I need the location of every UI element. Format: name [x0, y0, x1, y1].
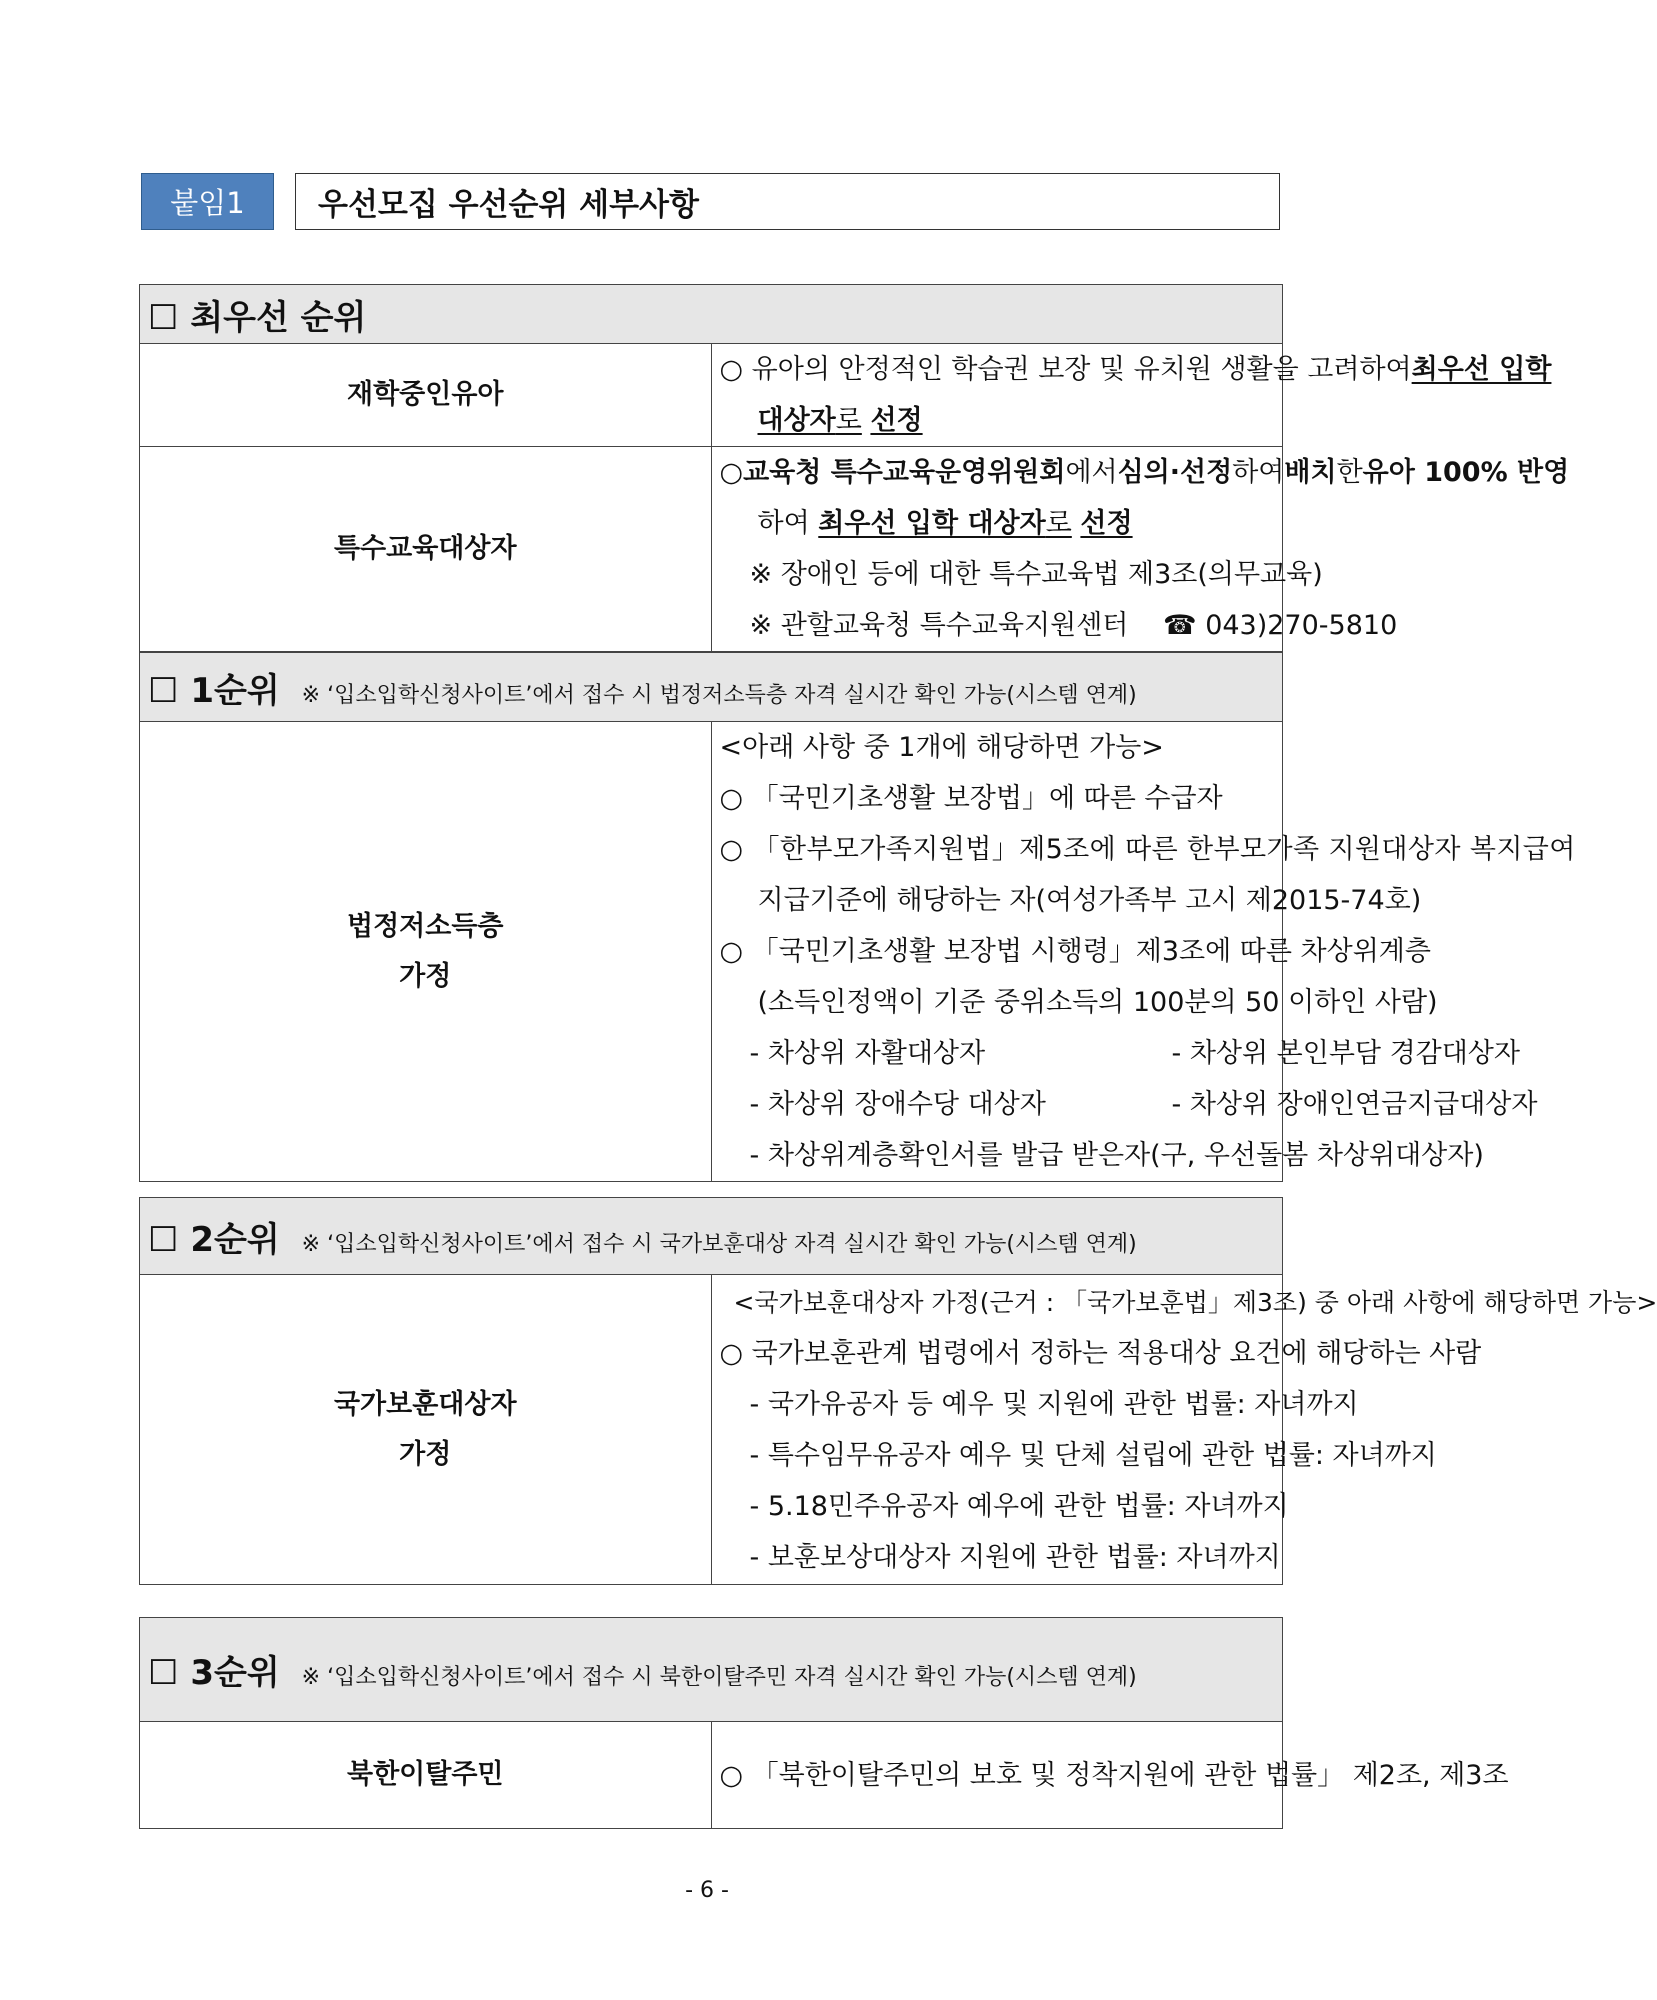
content-cell: [711, 1722, 1509, 1829]
content-line: 대상자로 선정: [757, 405, 923, 436]
content-line: <아래 사항 중 1개에 해당하면 가능>: [719, 732, 1164, 763]
section-priority-3: [139, 1617, 1509, 1829]
content-line: ○ 유아의 안정적인 학습권 보장 및 유치원 생활을 고려하여 최우선 입학: [719, 354, 1552, 385]
attachment-badge: 붙임1: [141, 173, 274, 230]
content-cell: [711, 447, 1570, 652]
content-line: <국가보훈대상자 가정(근거 : 「국가보훈법」제3조) 중 아래 사항에 해당하면 가능>: [733, 1287, 1657, 1317]
section-priority-1: [139, 652, 1576, 1182]
content-line: ○ 국가보훈관계 법령에서 정하는 적용대상 요건에 해당하는 사람: [719, 1337, 1482, 1369]
content-line: - 국가유공자 등 예우 및 지원에 관한 법률: 자녀까지: [749, 1388, 1359, 1420]
content-line: ○ 교육청 특수교육운영위원회 에서 심의·선정 하여 배치 한 유아 100% 반영: [719, 457, 1570, 488]
category-cell: 북한이탈주민: [140, 1722, 712, 1829]
section-band: ☐ 3순위 ※ ‘입소입학신청사이트’에서 접수 시 북한이탈주민 자격 실시간 확인 가능(시스템 연계): [140, 1618, 1283, 1722]
section-top-priority: [139, 284, 1570, 652]
content-line: - 특수임무유공자 예우 및 단체 설립에 관한 법률: 자녀까지: [749, 1439, 1437, 1471]
category-cell: 법정저소득층 가정: [140, 722, 712, 1182]
phone-icon: ☎: [1162, 610, 1197, 641]
content-line: (소득인정액이 기준 중위소득의 100분의 50 이하인 사람): [757, 987, 1438, 1018]
page-number: - 6 -: [685, 1878, 729, 1903]
page-title: 우선모집 우선순위 세부사항: [295, 173, 1280, 230]
category-cell: 국가보훈대상자 가정: [140, 1275, 712, 1585]
content-line: 지급기준에 해당하는 자(여성가족부 고시 제2015-74호): [757, 885, 1422, 916]
content-line: - 5.18민주유공자 예우에 관한 법률: 자녀까지: [749, 1490, 1289, 1522]
note-line: ※ 장애인 등에 대한 특수교육법 제3조(의무교육): [749, 559, 1323, 590]
content-line: ○ 「한부모가족지원법」제5조에 따른 한부모가족 지원대상자 복지급여: [719, 834, 1576, 865]
content-line: ○ 「북한이탈주민의 보호 및 정착지원에 관한 법률」 제2조, 제3조: [719, 1759, 1509, 1791]
content-cell: [711, 344, 1552, 447]
content-line: ○ 「국민기초생활 보장법」에 따른 수급자: [719, 783, 1223, 814]
content-line: - 차상위계층확인서를 발급 받은자(구, 우선돌봄 차상위대상자): [749, 1140, 1484, 1171]
content-cell: [711, 722, 1576, 1182]
content-cell: [711, 1275, 1657, 1585]
content-line: 하여 최우선 입학 대상자로 선정: [757, 508, 1133, 539]
section-band: ☐ 최우선 순위: [140, 285, 1283, 344]
content-line: - 보훈보상대상자 지원에 관한 법률: 자녀까지: [749, 1541, 1281, 1573]
section-priority-2: [139, 1197, 1657, 1585]
content-line: - 차상위 자활대상자 - 차상위 본인부담 경감대상자: [749, 1038, 1520, 1069]
category-cell: 특수교육대상자: [140, 447, 712, 652]
note-line: ※ 관할교육청 특수교육지원센터 ☎ 043)270-5810: [749, 610, 1398, 641]
category-cell: 재학중인유아: [140, 344, 712, 447]
content-line: - 차상위 장애수당 대상자 - 차상위 장애인연금지급대상자: [749, 1089, 1538, 1120]
section-band: ☐ 1순위 ※ ‘입소입학신청사이트’에서 접수 시 법정저소득층 자격 실시간 확인 가능(시스템 연계): [140, 653, 1283, 722]
content-line: ○ 「국민기초생활 보장법 시행령」제3조에 따른 차상위계층: [719, 936, 1431, 967]
section-band: ☐ 2순위 ※ ‘입소입학신청사이트’에서 접수 시 국가보훈대상 자격 실시간 확인 가능(시스템 연계): [140, 1198, 1283, 1275]
